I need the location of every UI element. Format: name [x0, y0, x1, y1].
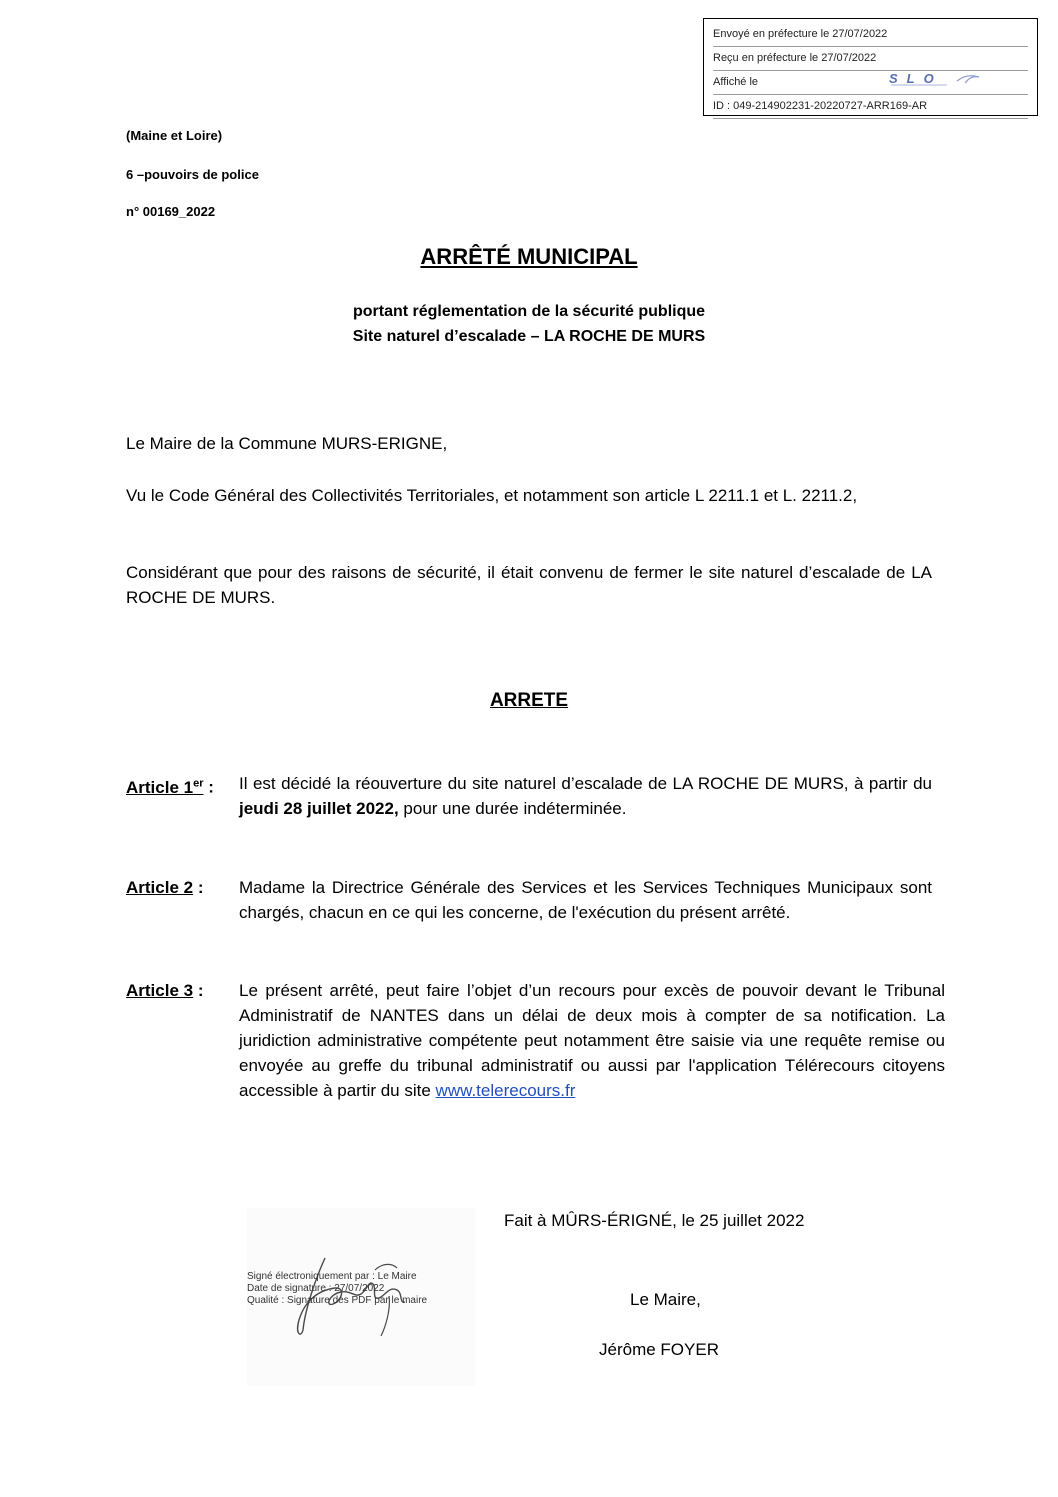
stamp-id: ID : 049-214902231-20220727-ARR169-AR	[713, 95, 1028, 119]
stamp-affiche: Affiché le	[713, 71, 1028, 95]
article-1-label: Article 1er :	[126, 777, 214, 797]
stamp-envoye: Envoyé en préfecture le 27/07/2022	[713, 23, 1028, 47]
article-1-text: Il est décidé la réouverture du site naturel d’escalade de LA ROCHE DE MURS, à partir du jeudi 28 juillet 2022, pour une durée indéterminée.	[239, 774, 932, 818]
preamble-maire: Le Maire de la Commune MURS-ERIGNE,	[126, 434, 448, 453]
svg-text:SLO: SLO	[889, 71, 943, 86]
preamble-vu: Vu le Code Général des Collectivités Territoriales, et notamment son article L 2211.1 et L. 2211.2,	[126, 486, 858, 505]
subtitle-line-2: Site naturel d’escalade – LA ROCHE DE MURS	[352, 328, 706, 345]
article-3-text: Le présent arrêté, peut faire l’objet d’un recours pour excès de pouvoir devant le Tribunal Administratif de NANTES dans un délai de deux mois à compter de sa notification. La juridiction administrative compétente peut notamment être saisie via une requête remise ou envoyée au greffe du tribunal administratif ou aussi par l'application Télérecours citoyens accessible à partir du site www.telerecours.fr	[239, 981, 945, 1100]
stamp-recu: Reçu en préfecture le 27/07/2022	[713, 47, 1028, 71]
subtitle-line-1: portant réglementation de la sécurité publique	[352, 303, 706, 320]
le-maire-label: Le Maire,	[630, 1290, 701, 1309]
electronic-signature-info	[247, 1271, 427, 1307]
preamble-considerant: Considérant que pour des raisons de sécurité, il était convenu de fermer le site naturel d’escalade de LA ROCHE DE MURS.	[126, 563, 932, 607]
category-label: 6 –pouvoirs de police	[126, 167, 259, 182]
fait-a-date: Fait à MÛRS-ÉRIGNÉ, le 25 juillet 2022	[504, 1211, 805, 1230]
signature-signer: Signé électroniquement par : Le Maire	[247, 1271, 417, 1282]
signature-date: Date de signature : 27/07/2022	[247, 1283, 385, 1294]
mayor-name: Jérôme FOYER	[599, 1340, 719, 1359]
signature-quality: Qualité : Signature des PDF par le maire	[247, 1295, 428, 1306]
article-2-text: Madame la Directrice Générale des Services et les Services Techniques Municipaux sont chargés, chacun en ce qui les concerne, de l'exécution du présent arrêté.	[239, 878, 932, 922]
article-3-label: Article 3 :	[126, 981, 204, 1000]
article-2-label: Article 2 :	[126, 878, 204, 897]
telerecours-link[interactable]: www.telerecours.fr	[435, 1081, 576, 1100]
department-label: (Maine et Loire)	[126, 128, 223, 143]
prefecture-stamp	[703, 18, 1038, 116]
page-title: ARRÊTÉ MUNICIPAL	[420, 244, 638, 269]
arrete-heading: ARRETE	[489, 690, 569, 711]
slo-logo	[887, 71, 987, 87]
arrete-number: n° 00169_2022	[126, 204, 216, 219]
